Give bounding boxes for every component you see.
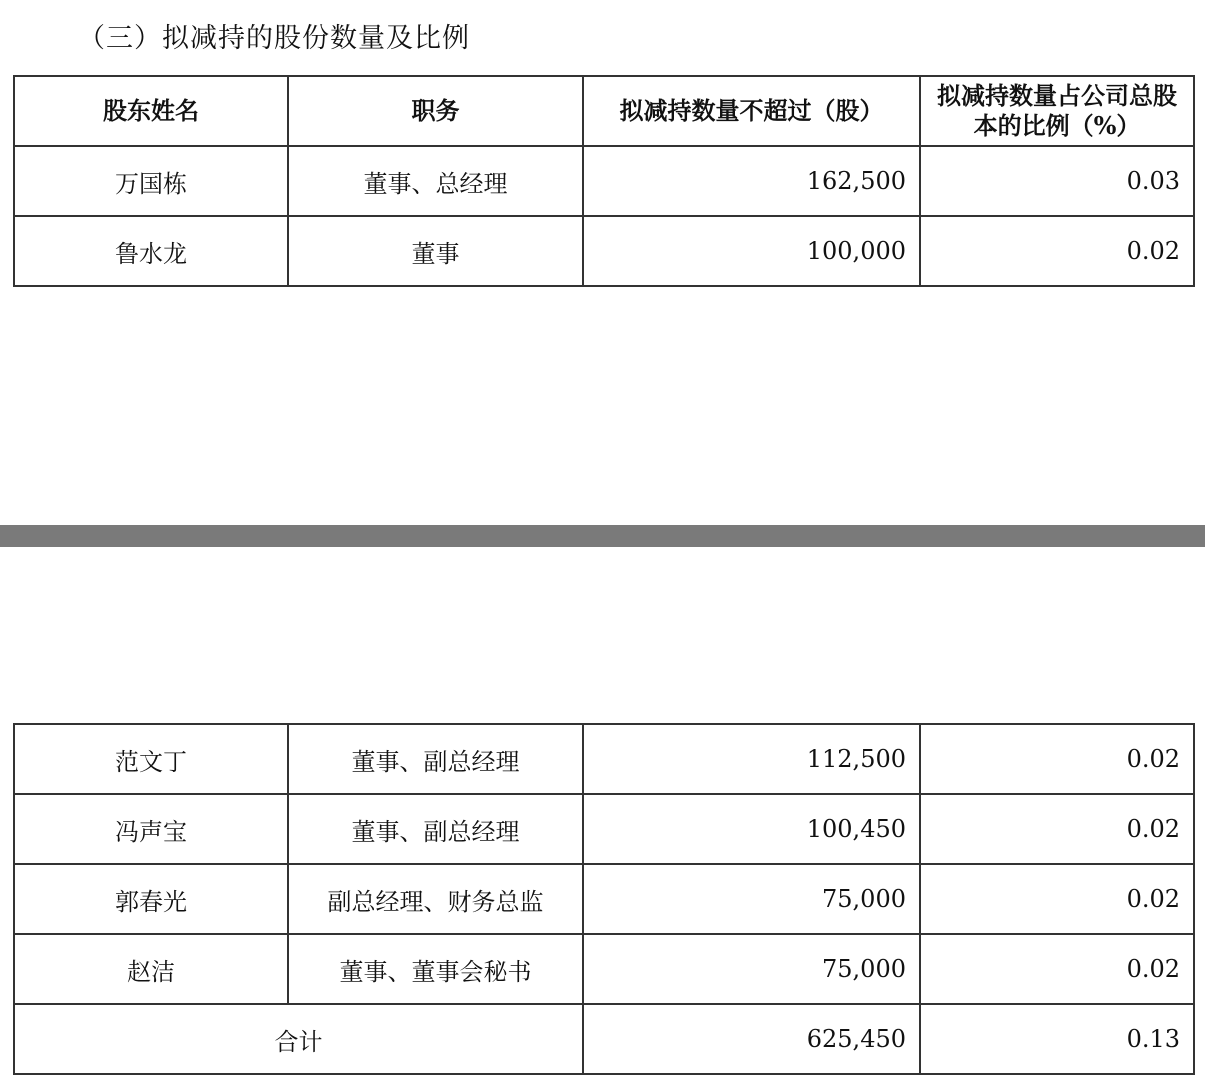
cell-name: 郭春光 (14, 864, 288, 934)
cell-name: 万国栋 (14, 146, 288, 216)
cell-position: 副总经理、财务总监 (288, 864, 583, 934)
cell-name: 冯声宝 (14, 794, 288, 864)
cell-position: 董事、副总经理 (288, 724, 583, 794)
table-row (14, 934, 1194, 1004)
table-row (14, 146, 1194, 216)
cell-shares: 112,500 (583, 724, 920, 794)
header-position: 职务 (288, 76, 583, 146)
total-ratio: 0.13 (920, 1004, 1194, 1074)
cell-position: 董事、董事会秘书 (288, 934, 583, 1004)
section-title: （三）拟减持的股份数量及比例 (78, 23, 470, 54)
table-header-row (14, 76, 1194, 146)
cell-ratio: 0.02 (920, 864, 1194, 934)
table-row (14, 216, 1194, 286)
shareholding-table-part1 (13, 75, 1195, 287)
cell-shares: 100,000 (583, 216, 920, 286)
shareholding-table-part2 (13, 723, 1195, 1075)
table-total-row (14, 1004, 1194, 1074)
cell-shares: 75,000 (583, 934, 920, 1004)
cell-shares: 75,000 (583, 864, 920, 934)
cell-name: 赵洁 (14, 934, 288, 1004)
table-row (14, 864, 1194, 934)
cell-ratio: 0.02 (920, 216, 1194, 286)
cell-position: 董事 (288, 216, 583, 286)
total-label: 合计 (14, 1004, 583, 1074)
header-shareholder-name: 股东姓名 (14, 76, 288, 146)
table-row (14, 724, 1194, 794)
total-shares: 625,450 (583, 1004, 920, 1074)
cell-name: 鲁水龙 (14, 216, 288, 286)
cell-ratio: 0.03 (920, 146, 1194, 216)
page-break-separator (0, 525, 1205, 547)
cell-ratio: 0.02 (920, 794, 1194, 864)
cell-position: 董事、副总经理 (288, 794, 583, 864)
cell-shares: 100,450 (583, 794, 920, 864)
cell-ratio: 0.02 (920, 934, 1194, 1004)
header-shares: 拟减持数量不超过（股） (583, 76, 920, 146)
cell-ratio: 0.02 (920, 724, 1194, 794)
header-ratio: 拟减持数量占公司总股本的比例（%） (920, 76, 1194, 146)
cell-position: 董事、总经理 (288, 146, 583, 216)
table-row (14, 794, 1194, 864)
cell-shares: 162,500 (583, 146, 920, 216)
cell-name: 范文丁 (14, 724, 288, 794)
